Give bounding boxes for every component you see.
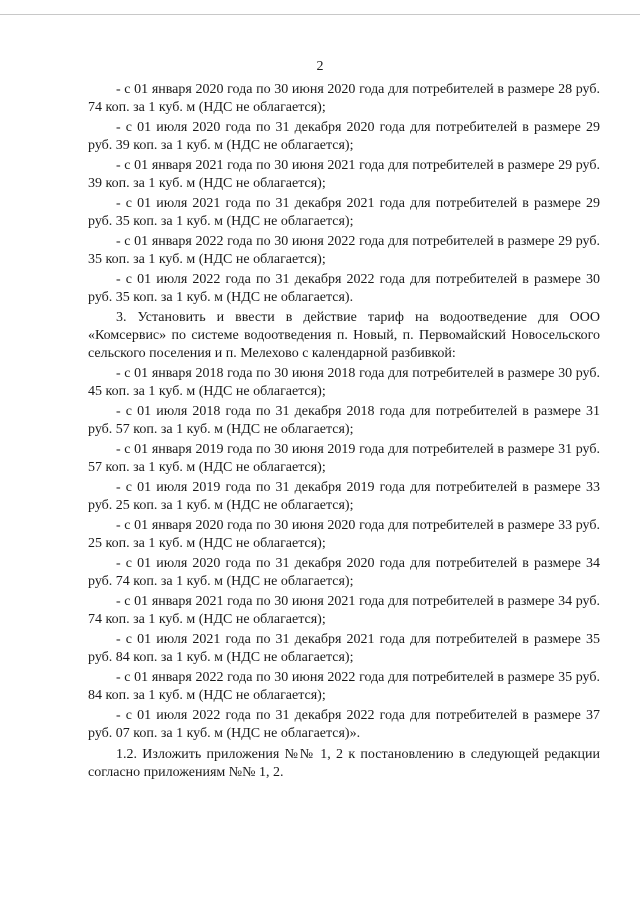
clause-1-2: 1.2. Изложить приложения №№ 1, 2 к постановлению в следующей редакции согласно приложениям №№ 1, 2. <box>88 747 600 780</box>
tariff-item: - с 01 июля 2021 года по 31 декабря 2021 года для потребителей в размере 29 руб. 35 коп. за 1 куб. м (НДС не облагается); <box>88 196 600 229</box>
tariff-item: - с 01 июля 2019 года по 31 декабря 2019 года для потребителей в размере 33 руб. 25 коп. за 1 куб. м (НДС не облагается); <box>88 480 600 513</box>
tariff-item: - с 01 января 2022 года по 30 июня 2022 года для потребителей в размере 35 руб. 84 коп. за 1 куб. м (НДС не облагается); <box>88 670 600 703</box>
tariff-item: - с 01 января 2020 года по 30 июня 2020 года для потребителей в размере 33 руб. 25 коп. за 1 куб. м (НДС не облагается); <box>88 518 600 551</box>
tariff-item: - с 01 января 2018 года по 30 июня 2018 года для потребителей в размере 30 руб. 45 коп. за 1 куб. м (НДС не облагается); <box>88 366 600 399</box>
tariff-item: - с 01 июля 2020 года по 31 декабря 2020 года для потребителей в размере 34 руб. 74 коп. за 1 куб. м (НДС не облагается); <box>88 556 600 589</box>
tariff-item: - с 01 июля 2020 года по 31 декабря 2020 года для потребителей в размере 29 руб. 39 коп. за 1 куб. м (НДС не облагается); <box>88 120 600 153</box>
page-number: 2 <box>316 59 324 74</box>
clause-3: 3. Установить и ввести в действие тариф на водоотведение для ООО «Комсервис» по системе водоотведения п. Новый, п. Первомайский Новосельского сельского поселения и п. Мелехово с календарной разбивкой: <box>88 310 600 361</box>
tariff-item: - с 01 января 2021 года по 30 июня 2021 года для потребителей в размере 29 руб. 39 коп. за 1 куб. м (НДС не облагается); <box>88 158 600 191</box>
tariff-item: - с 01 января 2021 года по 30 июня 2021 года для потребителей в размере 34 руб. 74 коп. за 1 куб. м (НДС не облагается); <box>88 594 600 627</box>
tariff-item: - с 01 июля 2021 года по 31 декабря 2021 года для потребителей в размере 35 руб. 84 коп. за 1 куб. м (НДС не облагается); <box>88 632 600 665</box>
document-body <box>88 81 600 782</box>
tariff-item: - с 01 января 2020 года по 30 июня 2020 года для потребителей в размере 28 руб. 74 коп. за 1 куб. м (НДС не облагается); <box>88 82 600 115</box>
tariff-item: - с 01 июля 2022 года по 31 декабря 2022 года для потребителей в размере 30 руб. 35 коп. за 1 куб. м (НДС не облагается). <box>88 272 600 305</box>
tariff-item: - с 01 января 2019 года по 30 июня 2019 года для потребителей в размере 31 руб. 57 коп. за 1 куб. м (НДС не облагается); <box>88 442 600 475</box>
top-rule <box>0 14 640 15</box>
tariff-item: - с 01 июля 2018 года по 31 декабря 2018 года для потребителей в размере 31 руб. 57 коп. за 1 куб. м (НДС не облагается); <box>88 404 600 437</box>
tariff-item: - с 01 января 2022 года по 30 июня 2022 года для потребителей в размере 29 руб. 35 коп. за 1 куб. м (НДС не облагается); <box>88 234 600 267</box>
tariff-item: - с 01 июля 2022 года по 31 декабря 2022 года для потребителей в размере 37 руб. 07 коп. за 1 куб. м (НДС не облагается)». <box>88 708 600 741</box>
